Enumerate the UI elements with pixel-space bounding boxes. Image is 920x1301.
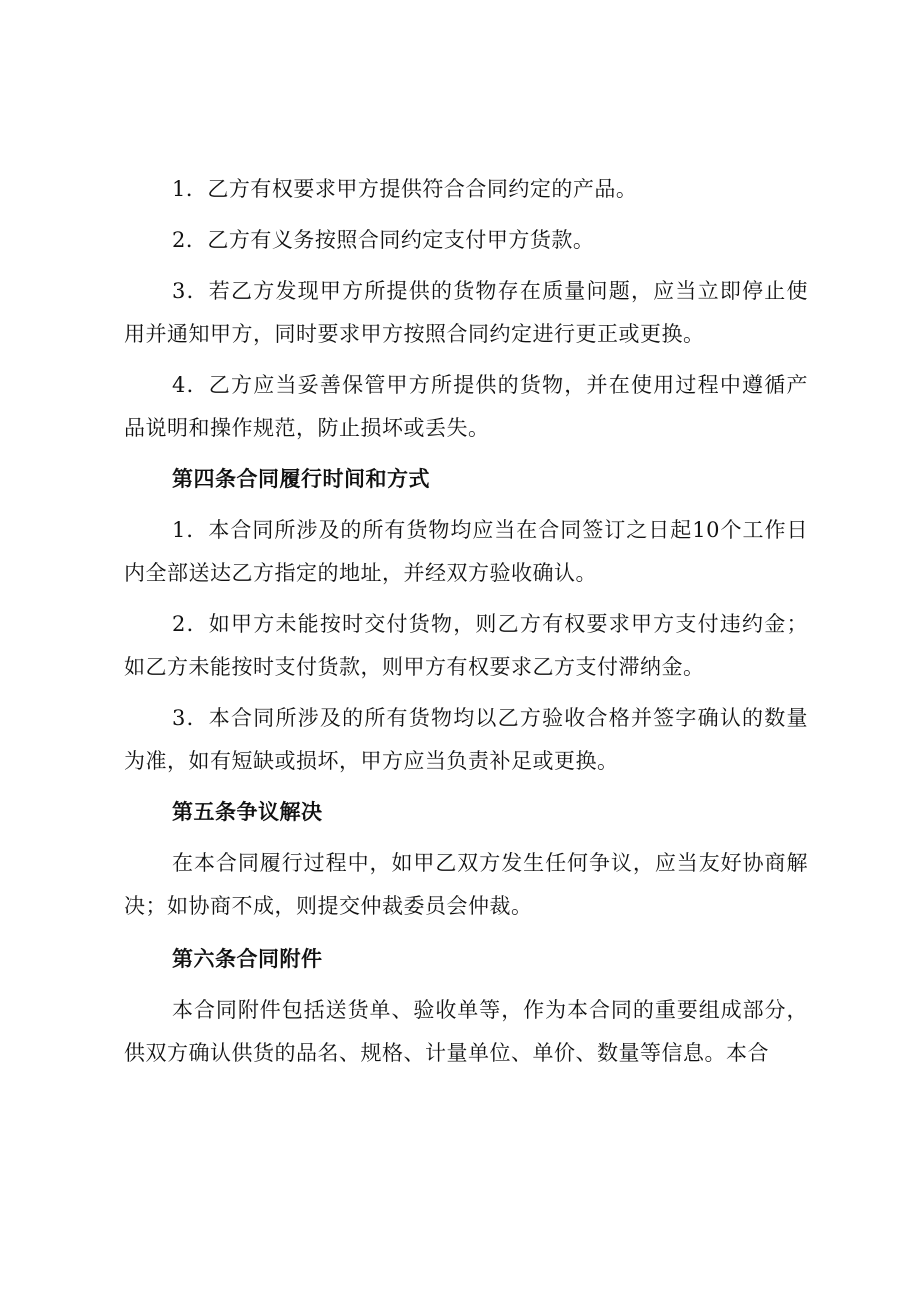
section5-text: 在本合同履行过程中，如甲乙双方发生任何争议，应当友好协商解决；如协商不成，则提交仲裁委员会仲裁。 — [124, 851, 808, 918]
section3-item-1: 1．乙方有权要求甲方提供符合合同约定的产品。 — [172, 177, 638, 201]
section6-heading: 第六条合同附件 — [172, 947, 323, 971]
section3-item-4: 4．乙方应当妥善保管甲方所提供的货物，并在使用过程中遵循产品说明和操作规范，防止损坏或丢失。 — [124, 373, 808, 440]
section4-item-2: 2．如甲方未能按时交付货物，则乙方有权要求甲方支付违约金；如乙方未能按时支付货款，则甲方有权要求乙方支付滞纳金。 — [124, 612, 808, 679]
section4-item-3: 3．本合同所涉及的所有货物均以乙方验收合格并签字确认的数量为准，如有短缺或损坏，甲方应当负责补足或更换。 — [124, 706, 808, 773]
section3-item-3: 3．若乙方发现甲方所提供的货物存在质量问题，应当立即停止使用并通知甲方，同时要求甲方按照合同约定进行更正或更换。 — [124, 279, 808, 346]
document-body — [124, 168, 808, 1083]
section6-text: 本合同附件包括送货单、验收单等，作为本合同的重要组成部分，供双方确认供货的品名、规格、计量单位、单价、数量等信息。本合 — [124, 998, 808, 1065]
section4-item-1: 1．本合同所涉及的所有货物均应当在合同签订之日起10个工作日内全部送达乙方指定的地址，并经双方验收确认。 — [124, 518, 808, 585]
section5-heading: 第五条争议解决 — [172, 800, 323, 824]
section3-item-2: 2．乙方有义务按照合同约定支付甲方货款。 — [172, 228, 595, 252]
section4-heading: 第四条合同履行时间和方式 — [172, 467, 430, 491]
